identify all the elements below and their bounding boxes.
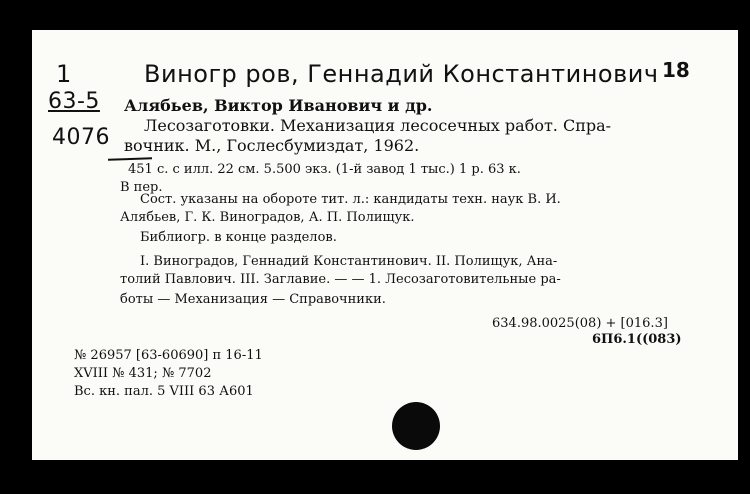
tracing-line-2: толий Павлович. III. Заглавие. — — 1. Лесозаготовительные ра- bbox=[120, 272, 561, 287]
classification-line-2: 6П6.1((083) bbox=[592, 332, 682, 347]
registration-line-2: XVIII № 431; № 7702 bbox=[74, 366, 212, 381]
registration-line-1: № 26957 [63-60690] п 16-11 bbox=[74, 348, 263, 363]
handwritten-shelf-number: 4076 bbox=[52, 125, 110, 150]
tracing-line-1: I. Виноградов, Геннадий Константинович. II. Полищук, Ана- bbox=[140, 254, 558, 269]
registration-line-3: Вс. кн. пал. 5 VIII 63 А601 bbox=[74, 384, 254, 399]
binding-note: В пер. bbox=[120, 180, 163, 195]
title-line-2: вочник. М., Гослесбумиздат, 1962. bbox=[124, 136, 420, 155]
title-line-1: Лесозаготовки. Механизация лесосечных работ. Спра- bbox=[144, 116, 612, 135]
tracing-line-3: боты — Механизация — Справочники. bbox=[120, 292, 386, 307]
punch-hole bbox=[392, 402, 440, 450]
physical-description: 451 с. с илл. 22 см. 5.500 экз. (1-й завод 1 тыс.) 1 р. 63 к. bbox=[128, 162, 521, 177]
note-line-2: Алябьев, Г. К. Виноградов, А. П. Полищук. bbox=[120, 210, 415, 225]
bibliography-note: Библиогр. в конце разделов. bbox=[140, 230, 337, 245]
handwritten-author-name: Виногр ров, Геннадий Константинович bbox=[144, 60, 659, 88]
note-line-1: Сост. указаны на обороте тит. л.: кандидаты техн. наук В. И. bbox=[140, 192, 561, 207]
author-heading: Алябьев, Виктор Иванович и др. bbox=[124, 96, 433, 115]
classification-line-1: 634.98.0025(08) + [016.3] bbox=[492, 316, 668, 331]
handwritten-shelf-code: 63-5 bbox=[48, 89, 100, 114]
catalog-card bbox=[32, 30, 738, 460]
handwritten-shelf-top: 1 bbox=[56, 60, 72, 88]
handwritten-divider bbox=[108, 157, 152, 161]
card-number: 18 bbox=[662, 58, 690, 82]
